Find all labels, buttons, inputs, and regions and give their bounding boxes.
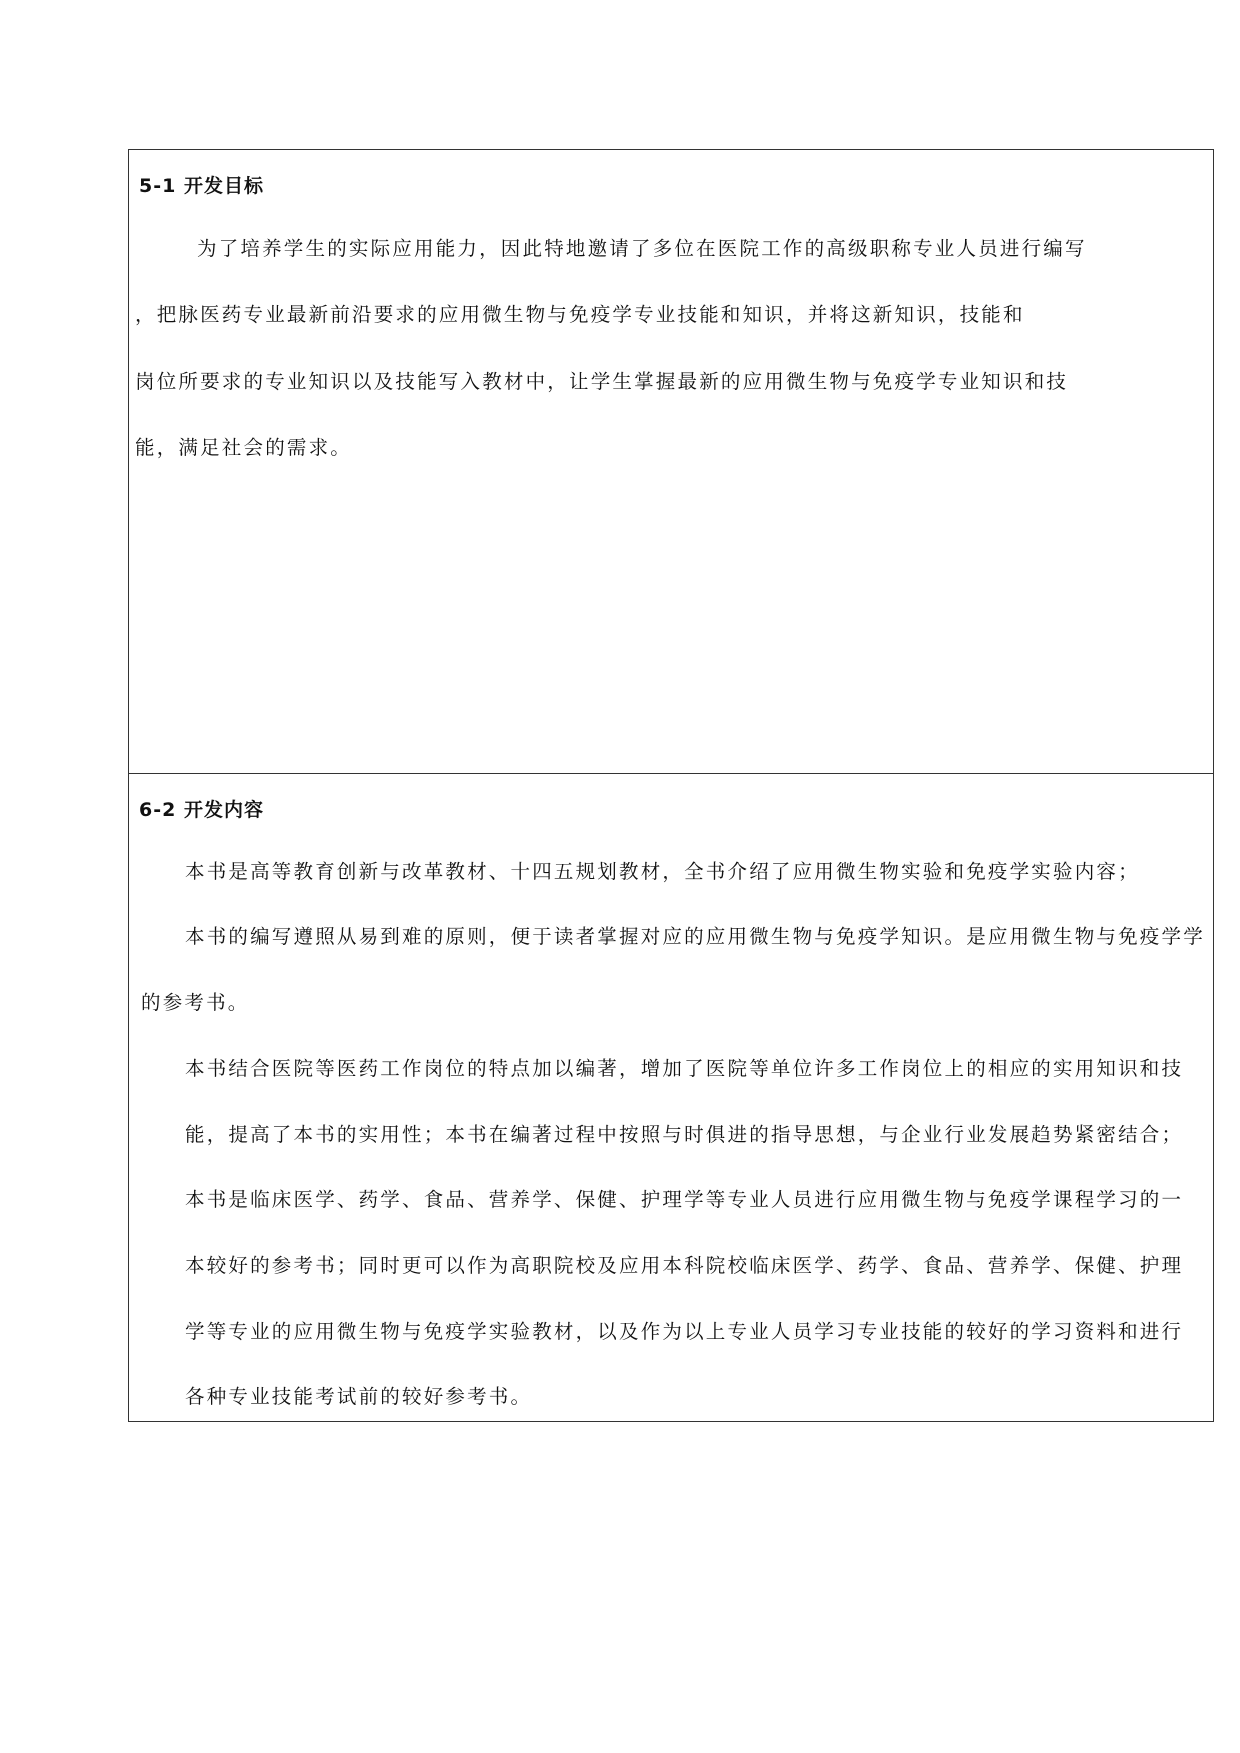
content-line: 的参考书。: [141, 991, 250, 1014]
content-line: 学等专业的应用微生物与免疫学实验教材，以及作为以上专业人员学习专业技能的较好的学习资料和进行: [185, 1320, 1184, 1343]
form-table: [128, 149, 1214, 1422]
development-content-section: [129, 773, 1213, 1421]
content-line: 本书是高等教育创新与改革教材、十四五规划教材，全书介绍了应用微生物实验和免疫学实验内容；: [185, 860, 1140, 883]
content-line: 本较好的参考书；同时更可以作为高职院校及应用本科院校临床医学、药学、食品、营养学、保健、护理: [185, 1254, 1184, 1277]
goal-line: 能，满足社会的需求。: [135, 436, 353, 459]
development-goal-heading: 5-1 开发目标: [139, 175, 264, 197]
goal-line: ，把脉医药专业最新前沿要求的应用微生物与免疫学专业技能和知识，并将这新知识，技能和: [135, 303, 1025, 326]
content-line: 本书的编写遵照从易到难的原则，便于读者掌握对应的应用微生物与免疫学知识。是应用微生物与免疫学学: [185, 925, 1205, 948]
content-line: 本书是临床医学、药学、食品、营养学、保健、护理学等专业人员进行应用微生物与免疫学课程学习的一: [185, 1188, 1184, 1211]
development-goal-section: [129, 150, 1213, 773]
goal-line: 为了培养学生的实际应用能力，因此特地邀请了多位在医院工作的高级职称专业人员进行编写: [197, 237, 1087, 260]
development-content-heading: 6-2 开发内容: [139, 799, 264, 821]
content-line: 本书结合医院等医药工作岗位的特点加以编著，增加了医院等单位许多工作岗位上的相应的实用知识和技: [185, 1057, 1184, 1080]
content-line: 各种专业技能考试前的较好参考书。: [185, 1385, 533, 1408]
goal-line: 岗位所要求的专业知识以及技能写入教材中，让学生掌握最新的应用微生物与免疫学专业知识和技: [135, 370, 1069, 393]
content-line: 能，提高了本书的实用性；本书在编著过程中按照与时俱进的指导思想，与企业行业发展趋势紧密结合；: [185, 1123, 1184, 1146]
